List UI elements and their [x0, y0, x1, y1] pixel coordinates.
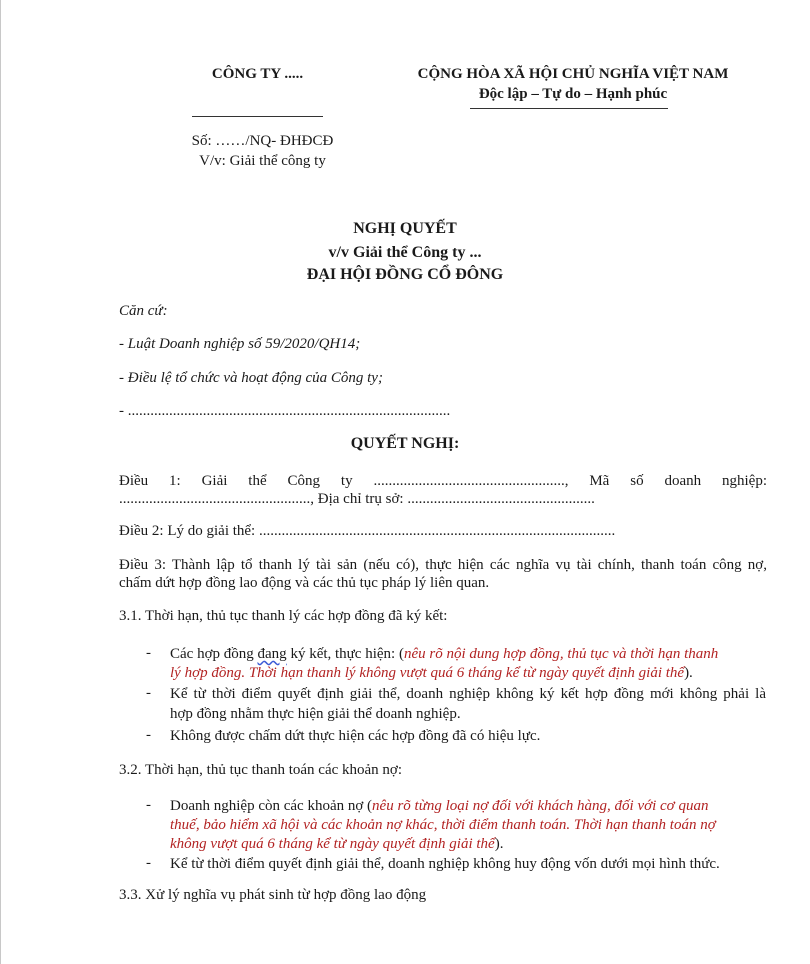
article-1-line-1: Điều 1: Giải thể Công ty ..................................................., Mã số doanh nghiệp: [119, 473, 767, 489]
s32-bullet-1: Doanh nghiệp còn các khoản nợ (nêu rõ từng loại nợ đối với khách hàng, đối với cơ quan thuế, bảo hiểm xã hội và các khoản nợ khác, thời điểm thanh toán. Thời hạn thanh toán nợ không vượt quá 6 tháng kể từ ngày quyết định giải thể). [170, 798, 716, 852]
basis-item: - Điều lệ tổ chức và hoạt động của Công ty; [119, 370, 383, 386]
s31-bullet-3: Không được chấm dứt thực hiện các hợp đồng đã có hiệu lực. [170, 728, 541, 744]
instruction-note: không vượt quá 6 tháng kể từ ngày quyết định giải thể [170, 836, 495, 852]
instruction-note: lý hợp đồng. Thời hạn thanh lý không vượt quá 6 tháng kể từ ngày quyết định giải thể [170, 665, 685, 681]
section-3-3-heading: 3.3. Xử lý nghĩa vụ phát sinh từ hợp đồng lao động [119, 887, 427, 903]
bullet-dash: - [146, 727, 151, 743]
bullet-dash: - [146, 855, 151, 871]
s31-bullet-2-line-2: hợp đồng nhằm thực hiện giải thể doanh nghiệp. [170, 706, 461, 722]
company-name: CÔNG TY ..... [211, 66, 304, 82]
document-subject: V/v: Giải thể công ty [199, 153, 326, 169]
bullet-dash: - [146, 685, 151, 701]
s32-bullet-2: Kể từ thời điểm quyết định giải thể, doanh nghiệp không huy động vốn dưới mọi hình thức. [170, 856, 720, 872]
bullet-dash: - [146, 645, 151, 661]
instruction-note: thuế, bảo hiểm xã hội và các khoản nợ khác, thời điểm thanh toán. Thời hạn thanh toán nợ [170, 817, 716, 833]
page-edge [0, 0, 1, 964]
article-3-line-2: chấm dứt hợp đồng lao động và các thủ tục pháp lý liên quan. [119, 575, 490, 591]
basis-item: - ...................................................................................... [119, 403, 451, 419]
bullet-dash: - [146, 797, 151, 813]
section-3-1-heading: 3.1. Thời hạn, thủ tục thanh lý các hợp đồng đã ký kết: [119, 608, 448, 624]
resolution-title: NGHỊ QUYẾT [353, 220, 457, 237]
document-number: Số: ……/NQ- ĐHĐCĐ [191, 133, 334, 149]
resolution-subtitle: v/v Giải thể Công ty ... [328, 244, 482, 261]
basis-item: - Luật Doanh nghiệp số 59/2020/QH14; [119, 336, 361, 352]
article-2: Điều 2: Lý do giải thể: ............................................................................................... [119, 523, 616, 539]
article-1-line-2: ..................................................., Địa chỉ trụ sở: .................................................. [119, 491, 595, 507]
motto: Độc lập – Tự do – Hạnh phúc [478, 86, 668, 102]
assembly-title: ĐẠI HỘI ĐỒNG CỔ ĐÔNG [306, 266, 504, 283]
section-3-2-heading: 3.2. Thời hạn, thủ tục thanh toán các khoản nợ: [119, 762, 403, 778]
s31-bullet-2-line-1: Kể từ thời điểm quyết định giải thể, doanh nghiệp không ký kết hợp đồng mới không phải là [170, 686, 766, 702]
motto-underline [470, 108, 668, 109]
article-3-line-1: Điều 3: Thành lập tổ thanh lý tài sản (nếu có), thực hiện các nghĩa vụ tài chính, thanh toán công nợ, [119, 557, 767, 573]
instruction-note: nêu rõ nội dung hợp đồng, thủ tục và thời hạn thanh [403, 646, 719, 662]
spellcheck-word: đang [257, 646, 287, 662]
company-divider [192, 116, 323, 117]
instruction-note: nêu rõ từng loại nợ đối với khách hàng, đối với cơ quan [372, 798, 709, 814]
basis-heading: Căn cứ: [119, 303, 168, 319]
s31-bullet-1: Các hợp đồng đang ký kết, thực hiện: (nêu rõ nội dung hợp đồng, thủ tục và thời hạn thanh lý hợp đồng. Thời hạn thanh lý không vượt quá 6 tháng kể từ ngày quyết định giải thể). [170, 646, 719, 681]
decision-heading: QUYẾT NGHỊ: [350, 435, 460, 452]
republic-title: CỘNG HÒA XÃ HỘI CHỦ NGHĨA VIỆT NAM [417, 66, 729, 82]
